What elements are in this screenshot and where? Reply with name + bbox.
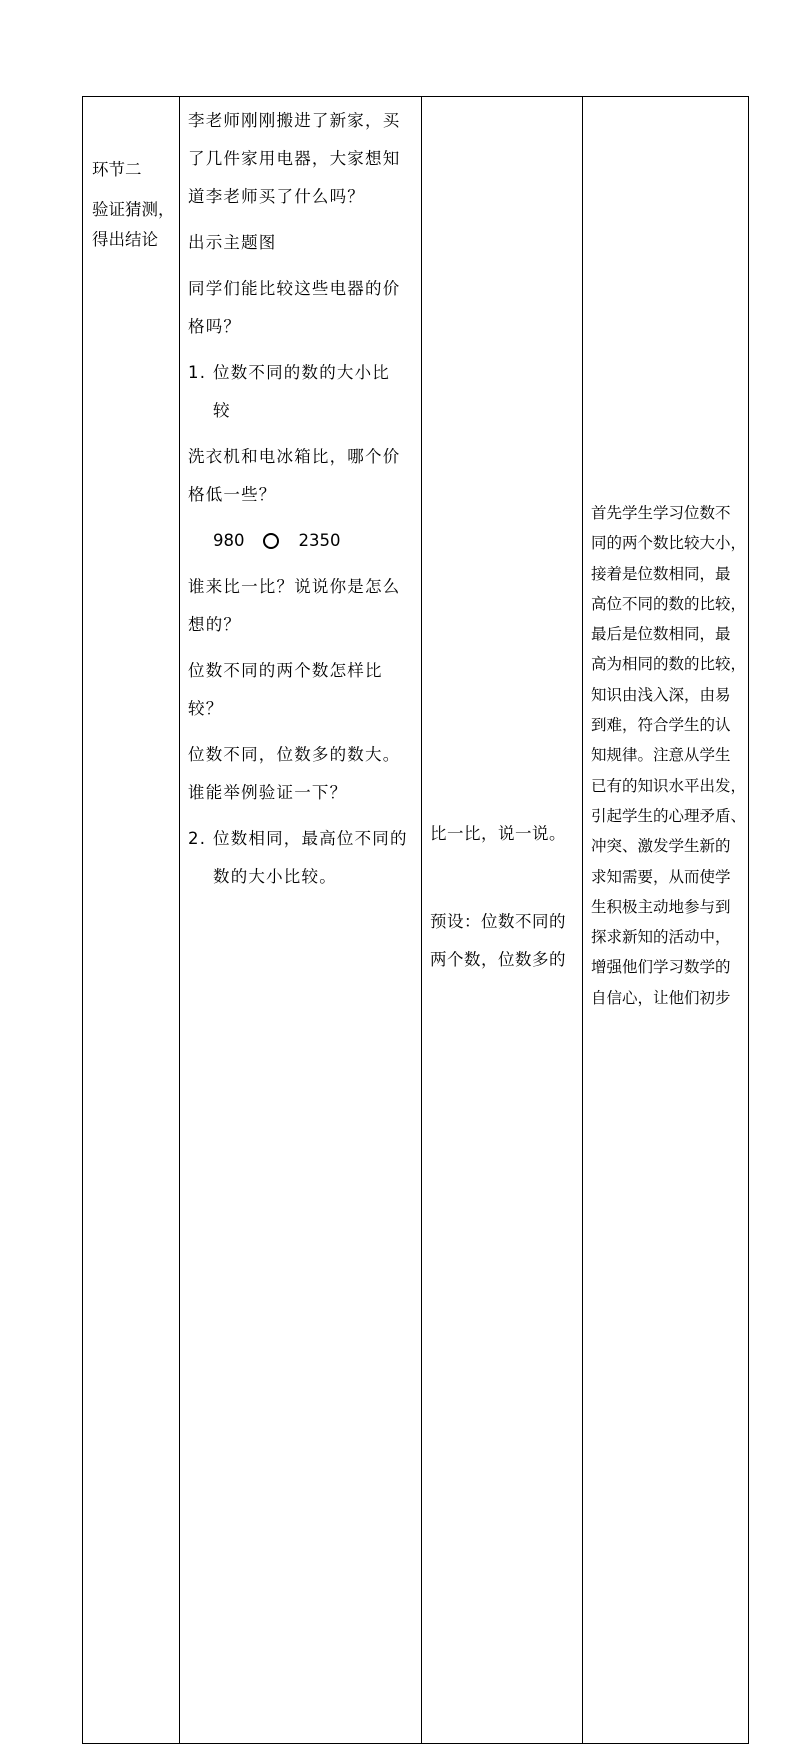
design-intent-line: 高位不同的数的比较， <box>591 594 747 613</box>
design-intent-line: 到难，符合学生的认 <box>591 716 731 735</box>
teacher-activity-cell <box>180 97 422 1744</box>
design-intent-line: 求知需要，从而使学 <box>591 867 731 886</box>
design-intent-line: 首先学生学习位数不 <box>591 504 731 522</box>
conclusion-paragraph: 位数不同，位数多的数大。 谁能举例验证一下？ <box>188 745 401 802</box>
design-intent-line: 冲突、激发学生新的 <box>591 837 731 856</box>
design-intent-text <box>583 97 748 1426</box>
design-intent-line: 生积极主动地参与到 <box>591 897 731 916</box>
how-compare-question: 位数不同的两个数怎样比 较？ <box>188 661 383 718</box>
design-intent-line: 探求新知的活动中， <box>591 928 731 947</box>
step-2-number: 2. <box>188 829 207 848</box>
table-row <box>83 97 749 1744</box>
comparison-left-number: 980 <box>213 531 245 550</box>
stage-cell <box>83 97 180 1744</box>
number-comparison <box>188 522 421 560</box>
design-intent-line: 增强他们学习数学的 <box>591 958 731 977</box>
stage-label: 环节二 <box>92 160 142 179</box>
comparison-circle-icon <box>263 533 279 549</box>
design-intent-line: 最后是位数相同，最 <box>591 625 731 644</box>
step-2-title: 位数相同，最高位不同的 数的大小比较。 <box>213 829 408 886</box>
design-intent-line: 接着是位数相同，最 <box>591 564 731 583</box>
student-activity-text: 比一比，说一说。 <box>430 824 566 843</box>
who-compare-question: 谁来比一比？说说你是怎么 想的？ <box>188 577 401 634</box>
step-1-number: 1. <box>188 363 207 382</box>
stage-name: 验证猜测， 得出结论 <box>92 200 175 249</box>
design-intent-line: 已有的知识水平出发， <box>591 776 747 795</box>
design-intent-cell <box>583 97 749 1744</box>
step-1-title: 位数不同的数的大小比 较 <box>213 363 390 420</box>
design-intent-line: 知规律。注意从学生 <box>591 746 731 765</box>
step-2-heading <box>188 820 421 896</box>
student-preset-line: 两个数，位数多的 <box>430 950 566 969</box>
compare-question: 同学们能比较这些电器的价 格吗？ <box>188 279 401 336</box>
design-intent-line: 同的两个数比较大小， <box>591 534 747 553</box>
design-intent-line: 引起学生的心理矛盾、 <box>591 806 747 825</box>
washer-question: 洗衣机和电冰箱比，哪个价 格低一些？ <box>188 447 401 504</box>
design-intent-line: 自信心，让他们初步 <box>591 988 731 1007</box>
design-intent-line: 知识由浅入深，由易 <box>591 685 731 704</box>
show-image-text: 出示主题图 <box>188 233 277 252</box>
student-activity-cell <box>422 97 583 1744</box>
intro-paragraph: 李老师刚刚搬进了新家，买 了几件家用电器，大家想知 道李老师买了什么吗？ <box>188 111 401 206</box>
comparison-right-number: 2350 <box>298 531 341 550</box>
step-1-heading <box>188 354 421 430</box>
student-preset-line: 预设：位数不同的 <box>430 912 566 931</box>
design-intent-line: 高为相同的数的比较， <box>591 655 747 674</box>
lesson-plan-table <box>82 96 749 1744</box>
